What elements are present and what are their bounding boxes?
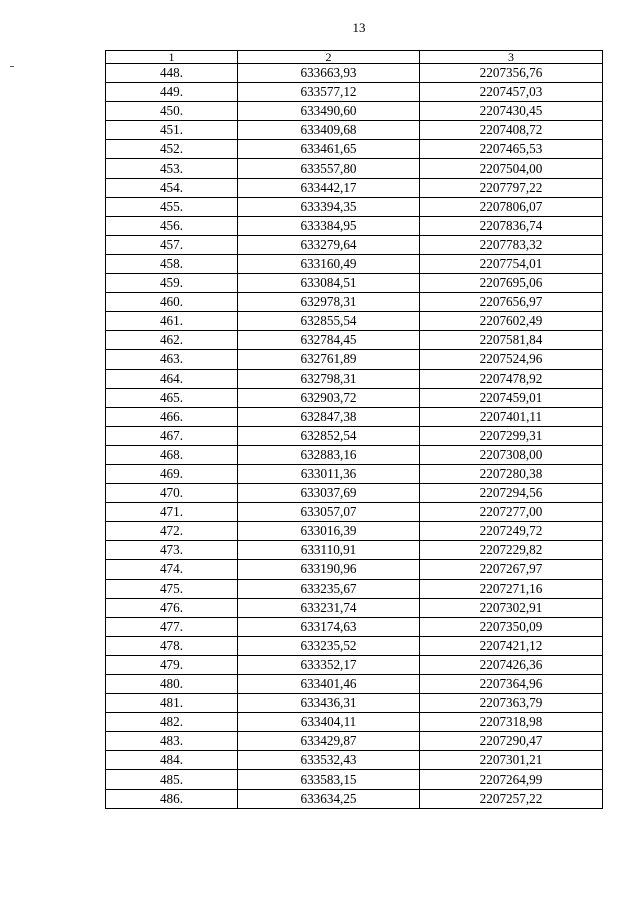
point-number-cell: 450. — [106, 102, 238, 121]
x-coordinate-cell: 633110,91 — [238, 541, 420, 560]
y-coordinate-cell: 2207426,36 — [420, 655, 603, 674]
y-coordinate-cell: 2207363,79 — [420, 694, 603, 713]
point-number-cell: 484. — [106, 751, 238, 770]
y-coordinate-cell: 2207465,53 — [420, 140, 603, 159]
y-coordinate-cell: 2207408,72 — [420, 121, 603, 140]
point-number-cell: 476. — [106, 598, 238, 617]
y-coordinate-cell: 2207459,01 — [420, 388, 603, 407]
point-number-cell: 466. — [106, 407, 238, 426]
y-coordinate-cell: 2207267,97 — [420, 560, 603, 579]
table-row — [106, 579, 603, 598]
point-number-cell: 461. — [106, 312, 238, 331]
table-body — [106, 64, 603, 809]
y-coordinate-cell: 2207695,06 — [420, 274, 603, 293]
page-number: 13 — [352, 20, 366, 35]
x-coordinate-cell: 633532,43 — [238, 751, 420, 770]
point-number-cell: 480. — [106, 675, 238, 694]
table-row — [106, 312, 603, 331]
point-number-cell: 453. — [106, 159, 238, 178]
y-coordinate-cell: 2207457,03 — [420, 83, 603, 102]
table-row — [106, 655, 603, 674]
table-row — [106, 369, 603, 388]
point-number-cell: 462. — [106, 331, 238, 350]
point-number-cell: 473. — [106, 541, 238, 560]
x-coordinate-cell: 632784,45 — [238, 331, 420, 350]
y-coordinate-cell: 2207783,32 — [420, 235, 603, 254]
table-row — [106, 464, 603, 483]
point-number-cell: 454. — [106, 178, 238, 197]
x-coordinate-cell: 632978,31 — [238, 293, 420, 312]
x-coordinate-cell: 633016,39 — [238, 522, 420, 541]
x-coordinate-cell: 632903,72 — [238, 388, 420, 407]
x-coordinate-cell: 632852,54 — [238, 426, 420, 445]
point-number-cell: 471. — [106, 503, 238, 522]
table-row — [106, 598, 603, 617]
x-coordinate-cell: 633279,64 — [238, 235, 420, 254]
point-number-cell: 452. — [106, 140, 238, 159]
y-coordinate-cell: 2207836,74 — [420, 216, 603, 235]
point-number-cell: 472. — [106, 522, 238, 541]
x-coordinate-cell: 633160,49 — [238, 254, 420, 273]
point-number-cell: 451. — [106, 121, 238, 140]
y-coordinate-cell: 2207797,22 — [420, 178, 603, 197]
x-coordinate-cell: 632761,89 — [238, 350, 420, 369]
y-coordinate-cell: 2207581,84 — [420, 331, 603, 350]
y-coordinate-cell: 2207504,00 — [420, 159, 603, 178]
y-coordinate-cell: 2207421,12 — [420, 636, 603, 655]
table-row — [106, 522, 603, 541]
x-coordinate-cell: 633352,17 — [238, 655, 420, 674]
x-coordinate-cell: 633577,12 — [238, 83, 420, 102]
point-number-cell: 481. — [106, 694, 238, 713]
x-coordinate-cell: 633235,67 — [238, 579, 420, 598]
y-coordinate-cell: 2207271,16 — [420, 579, 603, 598]
x-coordinate-cell: 633084,51 — [238, 274, 420, 293]
table-row — [106, 541, 603, 560]
point-number-cell: 477. — [106, 617, 238, 636]
table-row — [106, 636, 603, 655]
y-coordinate-cell: 2207308,00 — [420, 445, 603, 464]
coordinates-table — [105, 50, 603, 809]
point-number-cell: 460. — [106, 293, 238, 312]
x-coordinate-cell: 632883,16 — [238, 445, 420, 464]
table-row — [106, 751, 603, 770]
point-number-cell: 456. — [106, 216, 238, 235]
point-number-cell: 457. — [106, 235, 238, 254]
margin-mark — [10, 66, 14, 67]
x-coordinate-cell: 633394,35 — [238, 197, 420, 216]
y-coordinate-cell: 2207229,82 — [420, 541, 603, 560]
point-number-cell: 475. — [106, 579, 238, 598]
table-row — [106, 274, 603, 293]
table-row — [106, 426, 603, 445]
x-coordinate-cell: 633011,36 — [238, 464, 420, 483]
point-number-cell: 470. — [106, 484, 238, 503]
y-coordinate-cell: 2207401,11 — [420, 407, 603, 426]
y-coordinate-cell: 2207364,96 — [420, 675, 603, 694]
x-coordinate-cell: 633037,69 — [238, 484, 420, 503]
y-coordinate-cell: 2207602,49 — [420, 312, 603, 331]
point-number-cell: 485. — [106, 770, 238, 789]
table-row — [106, 770, 603, 789]
point-number-cell: 479. — [106, 655, 238, 674]
table-row — [106, 216, 603, 235]
table-row — [106, 789, 603, 808]
point-number-cell: 464. — [106, 369, 238, 388]
y-coordinate-cell: 2207356,76 — [420, 64, 603, 83]
y-coordinate-cell: 2207249,72 — [420, 522, 603, 541]
point-number-cell: 474. — [106, 560, 238, 579]
y-coordinate-cell: 2207290,47 — [420, 732, 603, 751]
y-coordinate-cell: 2207301,21 — [420, 751, 603, 770]
point-number-cell: 478. — [106, 636, 238, 655]
point-number-cell: 482. — [106, 713, 238, 732]
point-number-cell: 469. — [106, 464, 238, 483]
table-row — [106, 254, 603, 273]
y-coordinate-cell: 2207318,98 — [420, 713, 603, 732]
y-coordinate-cell: 2207656,97 — [420, 293, 603, 312]
x-coordinate-cell: 633235,52 — [238, 636, 420, 655]
table-row — [106, 64, 603, 83]
point-number-cell: 467. — [106, 426, 238, 445]
column-header-3: 3 — [420, 51, 603, 64]
table-row — [106, 140, 603, 159]
y-coordinate-cell: 2207280,38 — [420, 464, 603, 483]
x-coordinate-cell: 633490,60 — [238, 102, 420, 121]
x-coordinate-cell: 633401,46 — [238, 675, 420, 694]
table-row — [106, 560, 603, 579]
y-coordinate-cell: 2207277,00 — [420, 503, 603, 522]
y-coordinate-cell: 2207299,31 — [420, 426, 603, 445]
table-row — [106, 503, 603, 522]
table-row — [106, 713, 603, 732]
y-coordinate-cell: 2207806,07 — [420, 197, 603, 216]
column-header-1: 1 — [106, 51, 238, 64]
point-number-cell: 483. — [106, 732, 238, 751]
point-number-cell: 459. — [106, 274, 238, 293]
y-coordinate-cell: 2207257,22 — [420, 789, 603, 808]
y-coordinate-cell: 2207264,99 — [420, 770, 603, 789]
x-coordinate-cell: 633436,31 — [238, 694, 420, 713]
point-number-cell: 449. — [106, 83, 238, 102]
point-number-cell: 458. — [106, 254, 238, 273]
point-number-cell: 455. — [106, 197, 238, 216]
y-coordinate-cell: 2207478,92 — [420, 369, 603, 388]
table-row — [106, 293, 603, 312]
x-coordinate-cell: 633174,63 — [238, 617, 420, 636]
x-coordinate-cell: 633634,25 — [238, 789, 420, 808]
x-coordinate-cell: 633663,93 — [238, 64, 420, 83]
table-row — [106, 235, 603, 254]
point-number-cell: 486. — [106, 789, 238, 808]
x-coordinate-cell: 633583,15 — [238, 770, 420, 789]
table-row — [106, 445, 603, 464]
table-row — [106, 617, 603, 636]
x-coordinate-cell: 632847,38 — [238, 407, 420, 426]
table-row — [106, 407, 603, 426]
point-number-cell: 468. — [106, 445, 238, 464]
table-row — [106, 159, 603, 178]
table-row — [106, 694, 603, 713]
table-row — [106, 732, 603, 751]
table-row — [106, 178, 603, 197]
x-coordinate-cell: 633231,74 — [238, 598, 420, 617]
x-coordinate-cell: 632798,31 — [238, 369, 420, 388]
table-row — [106, 350, 603, 369]
table-row — [106, 675, 603, 694]
table-row — [106, 331, 603, 350]
x-coordinate-cell: 633409,68 — [238, 121, 420, 140]
point-number-cell: 448. — [106, 64, 238, 83]
y-coordinate-cell: 2207524,96 — [420, 350, 603, 369]
y-coordinate-cell: 2207430,45 — [420, 102, 603, 121]
table-row — [106, 83, 603, 102]
x-coordinate-cell: 632855,54 — [238, 312, 420, 331]
table-row — [106, 484, 603, 503]
x-coordinate-cell: 633384,95 — [238, 216, 420, 235]
table-row — [106, 388, 603, 407]
y-coordinate-cell: 2207350,09 — [420, 617, 603, 636]
x-coordinate-cell: 633190,96 — [238, 560, 420, 579]
table-row — [106, 121, 603, 140]
table-row — [106, 197, 603, 216]
x-coordinate-cell: 633461,65 — [238, 140, 420, 159]
point-number-cell: 463. — [106, 350, 238, 369]
x-coordinate-cell: 633057,07 — [238, 503, 420, 522]
y-coordinate-cell: 2207294,56 — [420, 484, 603, 503]
y-coordinate-cell: 2207754,01 — [420, 254, 603, 273]
table-header-row — [106, 51, 603, 64]
y-coordinate-cell: 2207302,91 — [420, 598, 603, 617]
x-coordinate-cell: 633404,11 — [238, 713, 420, 732]
table-row — [106, 102, 603, 121]
point-number-cell: 465. — [106, 388, 238, 407]
x-coordinate-cell: 633557,80 — [238, 159, 420, 178]
column-header-2: 2 — [238, 51, 420, 64]
x-coordinate-cell: 633429,87 — [238, 732, 420, 751]
x-coordinate-cell: 633442,17 — [238, 178, 420, 197]
